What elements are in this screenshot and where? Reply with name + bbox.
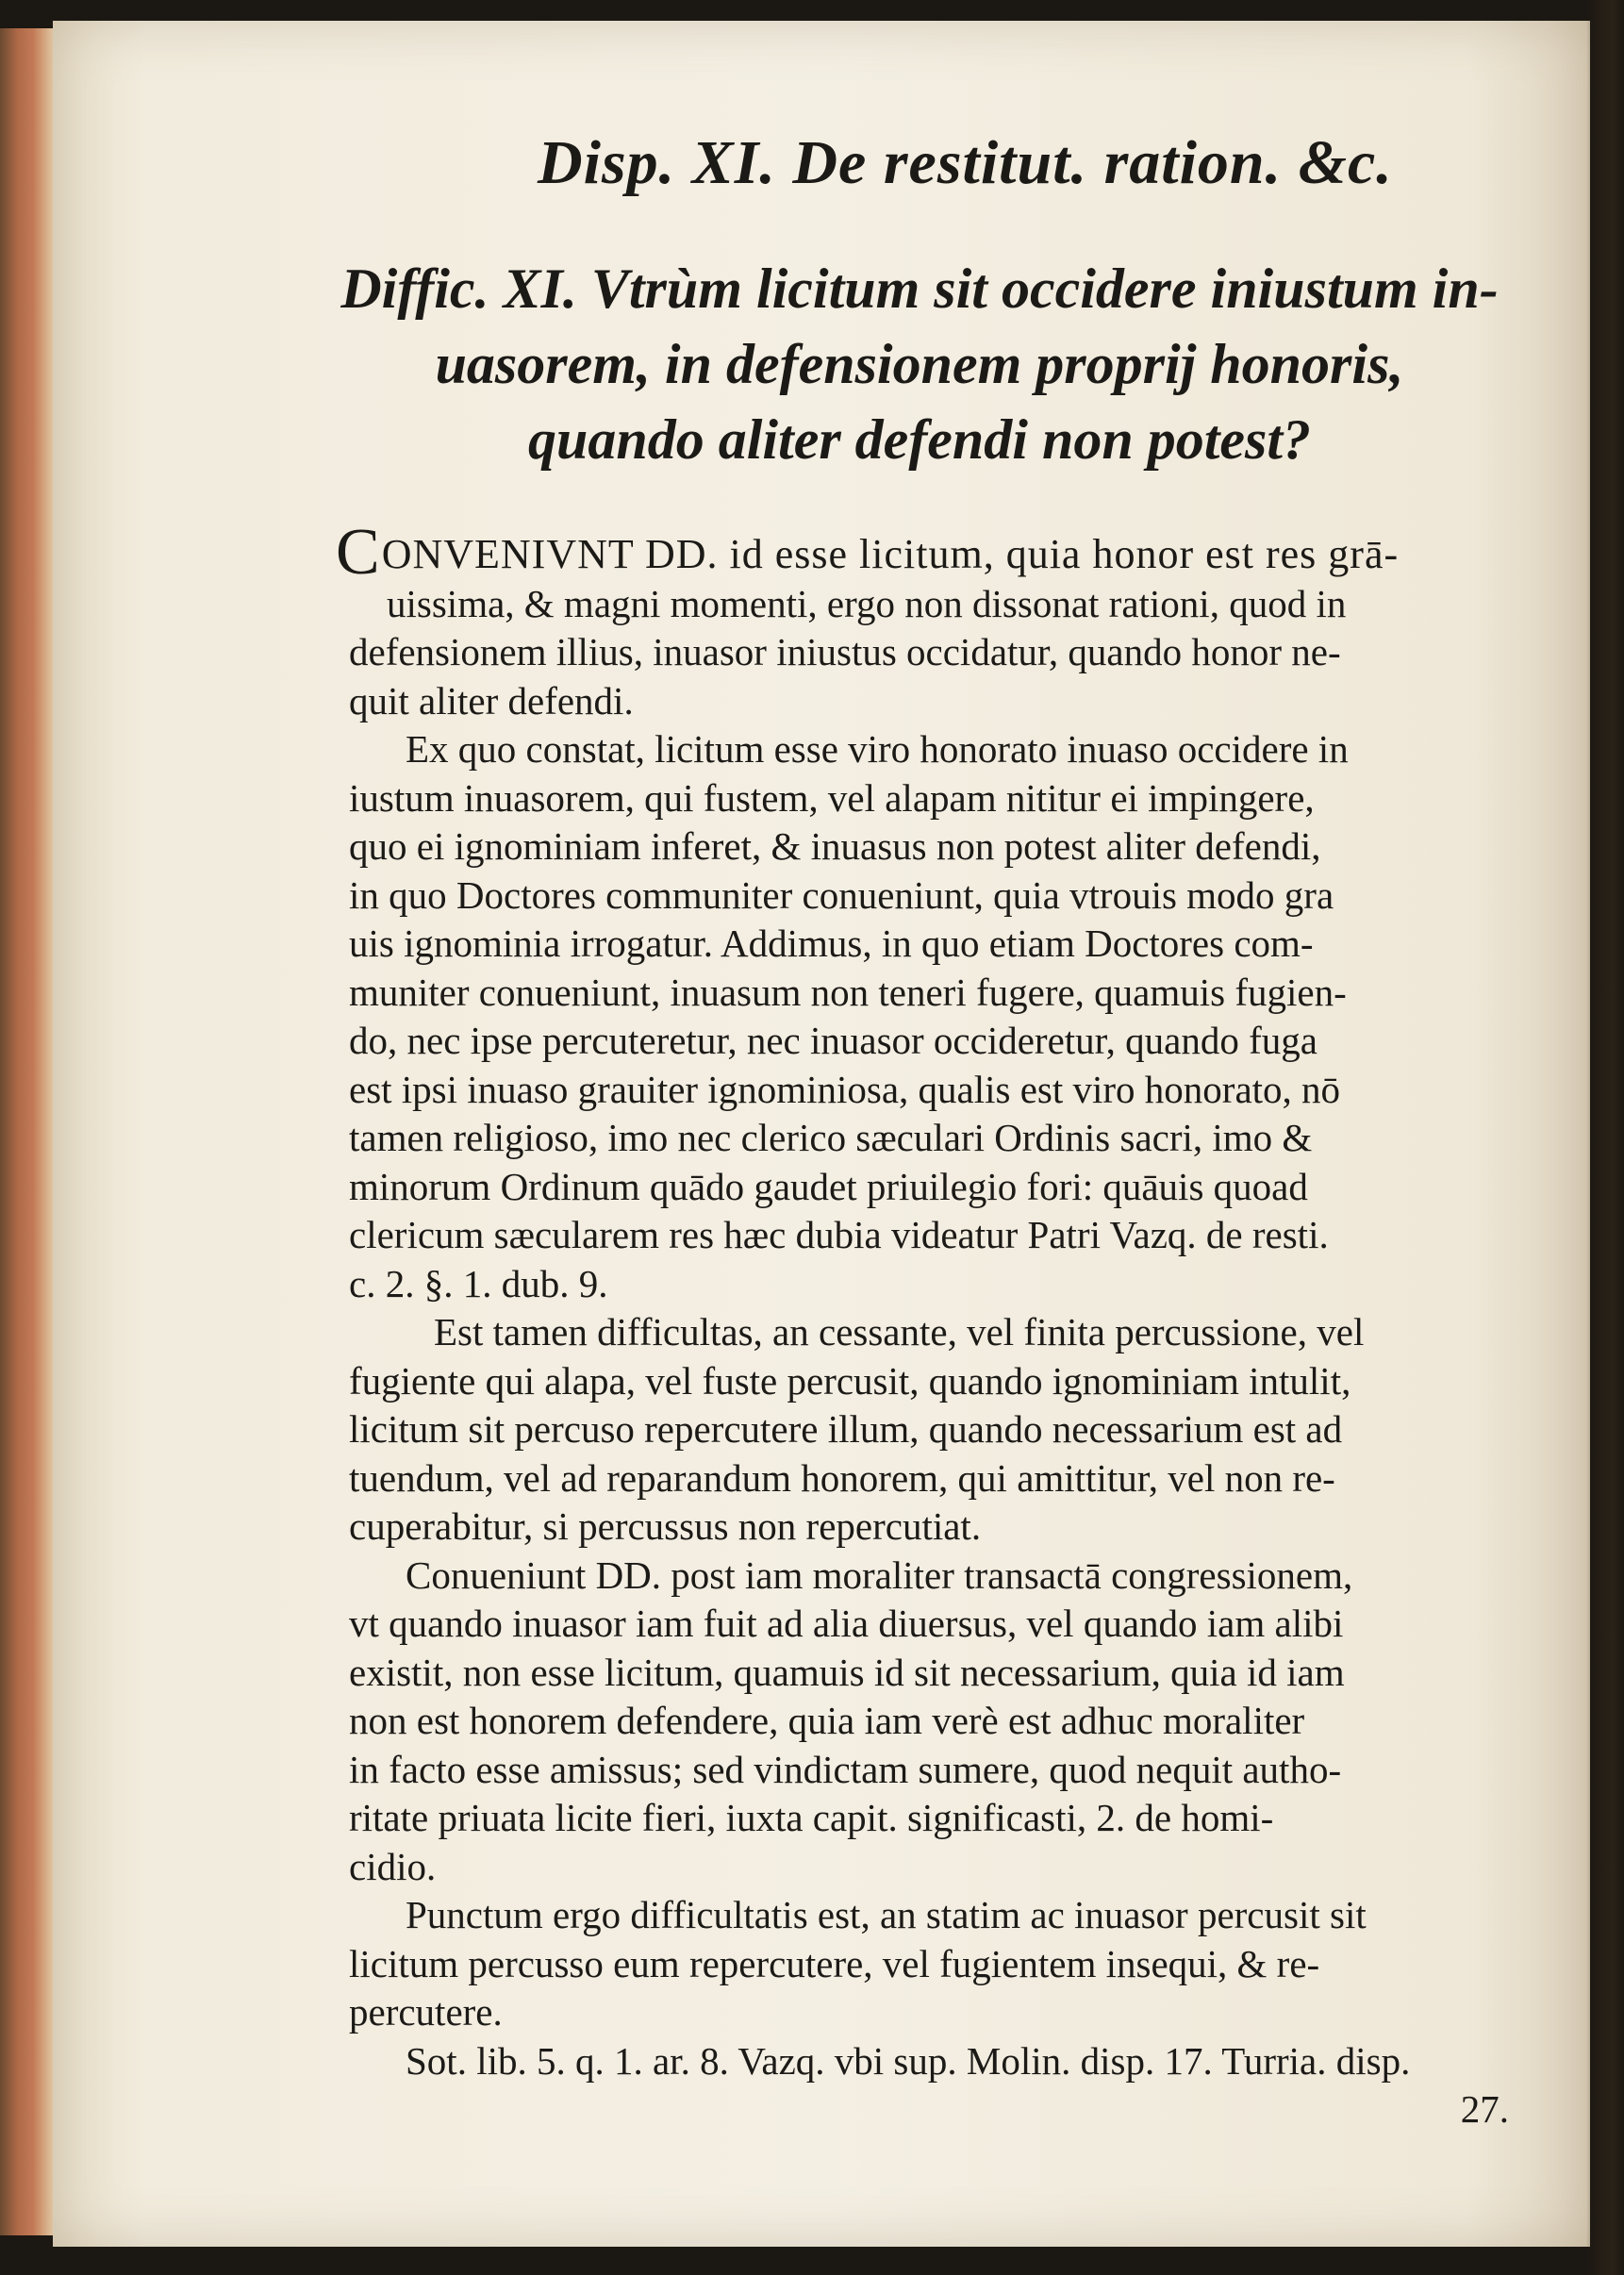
text-line: ritate priuata licite fieri, iuxta capit. significasti, 2. de homi- — [349, 1796, 1274, 1839]
text-line: minorum Ordinum quādo gaudet priuilegio fori: quāuis quoad — [349, 1164, 1308, 1208]
text-line: non est honorem defendere, quia iam verè est adhuc moraliter — [349, 1699, 1305, 1742]
text-line: cidio. — [349, 1844, 437, 1888]
text-line: vt quando inuasor iam fuit ad alia diuersus, vel quando iam alibi — [349, 1602, 1344, 1645]
text-line: Conueniunt DD. post iam moraliter transactā congressionem, — [406, 1553, 1353, 1597]
text-line: cuperabitur, si percussus non repercutiat. — [349, 1504, 982, 1548]
heading-line: Diffic. XI. Vtrùm licitum sit occidere iniustum in- — [340, 257, 1499, 320]
text-line: licitum percusso eum repercutere, vel fugientem insequi, & re- — [349, 1941, 1320, 1985]
paragraph — [349, 1891, 1518, 2037]
text-line: Ex quo constat, licitum esse viro honorato inuaso occidere in — [406, 727, 1349, 771]
text-line: existit, non esse licitum, quamuis id sit necessarium, quia id iam — [349, 1650, 1345, 1694]
text-line: uis ignominia irrogatur. Addimus, in quo etiam Doctores com- — [349, 922, 1314, 965]
catchword: 27. — [1460, 2087, 1509, 2131]
gutter-shadow — [1586, 0, 1624, 2275]
text-line: c. 2. §. 1. dub. 9. — [349, 1261, 608, 1305]
text-line: Est tamen difficultas, an cessante, vel finita percussione, vel — [434, 1310, 1365, 1353]
text-line: quo ei ignominiam inferet, & inuasus non potest aliter defendi, — [349, 824, 1321, 868]
text-line: defensionem illius, inuasor iniustus occidatur, quando honor ne- — [349, 630, 1341, 673]
body-text — [336, 516, 1518, 2134]
paragraph — [349, 725, 1518, 1308]
heading-line: uasorem, in defensionem proprij honoris, — [435, 333, 1404, 395]
text-line: tuendum, vel ad reparandum honorem, qui amittitur, vel non re- — [349, 1455, 1335, 1500]
text-line: iustum inuasorem, qui fustem, vel alapam nititur ei impingere, — [349, 775, 1315, 820]
citation-paragraph — [349, 2037, 1518, 2086]
text-line: clericum sæcularem res hæc dubia videatur Patri Vazq. de resti. — [349, 1213, 1329, 1256]
text-line — [336, 516, 1518, 589]
text-line: Sot. lib. 5. q. 1. ar. 8. Vazq. vbi sup. Molin. disp. 17. Turria. disp. — [406, 2038, 1411, 2083]
text-line: quit aliter defendi. — [349, 678, 634, 722]
text-line: licitum sit percuso repercutere illum, quando necessarium est ad — [349, 1407, 1343, 1451]
text-line-content: ONVENIVNT DD. id esse licitum, quia honor est res grā- — [381, 531, 1400, 577]
text-block — [336, 113, 1518, 2134]
text-line: Punctum ergo difficultatis est, an statim ac inuasor percusit sit — [406, 1893, 1367, 1936]
text-line: do, nec ipse percuteretur, nec inuasor occideretur, quando fuga — [349, 1019, 1317, 1062]
text-line: uissima, & magni momenti, ergo non dissonat rationi, quod in — [387, 581, 1347, 625]
text-line: est ipsi inuaso grauiter ignominiosa, qualis est viro honorato, nō — [349, 1067, 1341, 1111]
paragraph — [336, 516, 1518, 725]
drop-cap: C — [336, 516, 380, 589]
text-line: tamen religioso, imo nec clerico sæculari Ordinis sacri, imo & — [349, 1116, 1313, 1159]
text-line: in facto esse amissus; sed vindictam sumere, quod nequit autho- — [349, 1747, 1342, 1791]
text-line: percutere. — [349, 1990, 503, 2034]
running-head: Disp. XI. De restitut. ration. &c. — [538, 128, 1393, 197]
heading-line: quando aliter defendi non potest? — [527, 408, 1312, 471]
section-heading — [340, 251, 1500, 477]
text-line: in quo Doctores communiter conueniunt, quia vtrouis modo gra — [349, 872, 1334, 917]
text-line: muniter conueniunt, inuasum non teneri fugere, quamuis fugien- — [349, 970, 1347, 1014]
paragraph — [349, 1308, 1518, 1552]
book-fore-edge — [0, 28, 60, 2235]
text-line: fugiente qui alapa, vel fuste percusit, quando ignominiam intulit, — [349, 1358, 1351, 1403]
paragraph — [349, 1552, 1518, 1892]
